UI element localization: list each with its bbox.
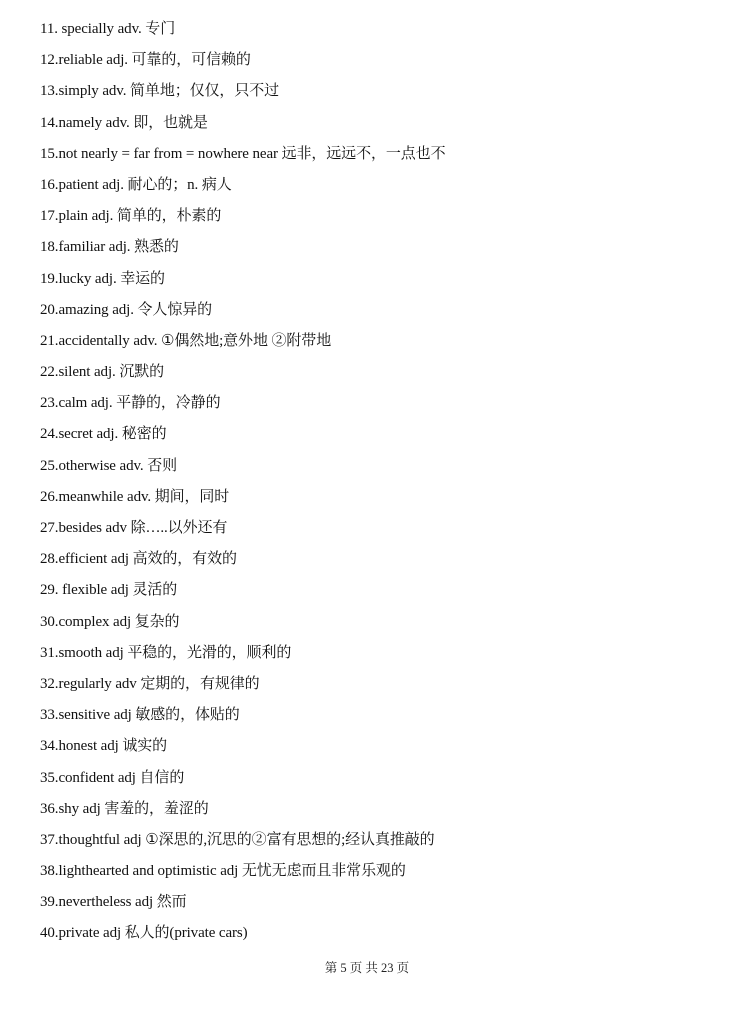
vocab-entry-12: 12.reliable adj. 可靠的，可信赖的 [40,52,251,69]
vocab-entry-28: 28.efficient adj 高效的，有效的 [40,551,237,568]
vocab-entry-11: 11. specially adv. 专门 [40,21,176,37]
vocab-entry-14: 14.namely adv. 即，也就是 [40,114,208,131]
vocab-entry-31: 31.smooth adj 平稳的，光滑的，顺利的 [40,644,292,661]
vocab-entry-38: 38.lighthearted and optimistic adj 无忧无虑而且非常乐观的 [40,863,406,880]
vocab-entry-22: 22.silent adj. 沉默的 [40,364,165,381]
vocab-entry-35: 35.confident adj 自信的 [40,769,185,786]
vocab-entry-36: 36.shy adj 害羞的，羞涩的 [40,800,209,817]
vocab-entry-25: 25.otherwise adv. 否则 [40,457,177,474]
vocab-entry-16: 16.patient adj. 耐心的；n. 病人 [40,176,232,193]
vocab-entry-21: 21.accidentally adv. ①偶然地;意外地 ②附带地 [40,332,332,349]
vocab-entry-29: 29. flexible adj 灵活的 [40,582,178,599]
vocab-entry-34: 34.honest adj 诚实的 [40,738,168,755]
vocabulary-list [40,14,700,950]
vocab-entry-13: 13.simply adv. 简单地；仅仅，只不过 [40,83,280,100]
vocab-entry-20: 20.amazing adj. 令人惊异的 [40,301,213,318]
vocab-entry-17: 17.plain adj. 简单的，朴素的 [40,208,222,225]
page-number-label: 第 5 页 共 23 页 [324,961,410,975]
vocab-entry-18: 18.familiar adj. 熟悉的 [40,239,179,256]
vocab-entry-19: 19.lucky adj. 幸运的 [40,270,165,287]
vocab-entry-30: 30.complex adj 复杂的 [40,613,180,630]
vocab-entry-23: 23.calm adj. 平静的，冷静的 [40,395,221,412]
vocab-entry-37: 37.thoughtful adj ①深思的,沉思的②富有思想的;经认真推敲的 [40,831,435,848]
vocab-entry-40: 40.private adj 私人的(private cars) [40,925,248,942]
vocab-entry-32: 32.regularly adv 定期的，有规律的 [40,675,260,692]
vocab-entry-33: 33.sensitive adj 敏感的，体贴的 [40,707,240,724]
vocab-entry-24: 24.secret adj. 秘密的 [40,426,167,443]
vocab-entry-15: 15.not nearly = far from = nowhere near 远非，远远不，一点也不 [40,145,446,162]
page-footer [0,958,734,976]
vocab-entry-27: 27.besides adv 除…..以外还有 [40,520,228,536]
vocab-entry-26: 26.meanwhile adv. 期间，同时 [40,488,230,505]
vocab-entry-39: 39.nevertheless adj 然而 [40,894,187,911]
